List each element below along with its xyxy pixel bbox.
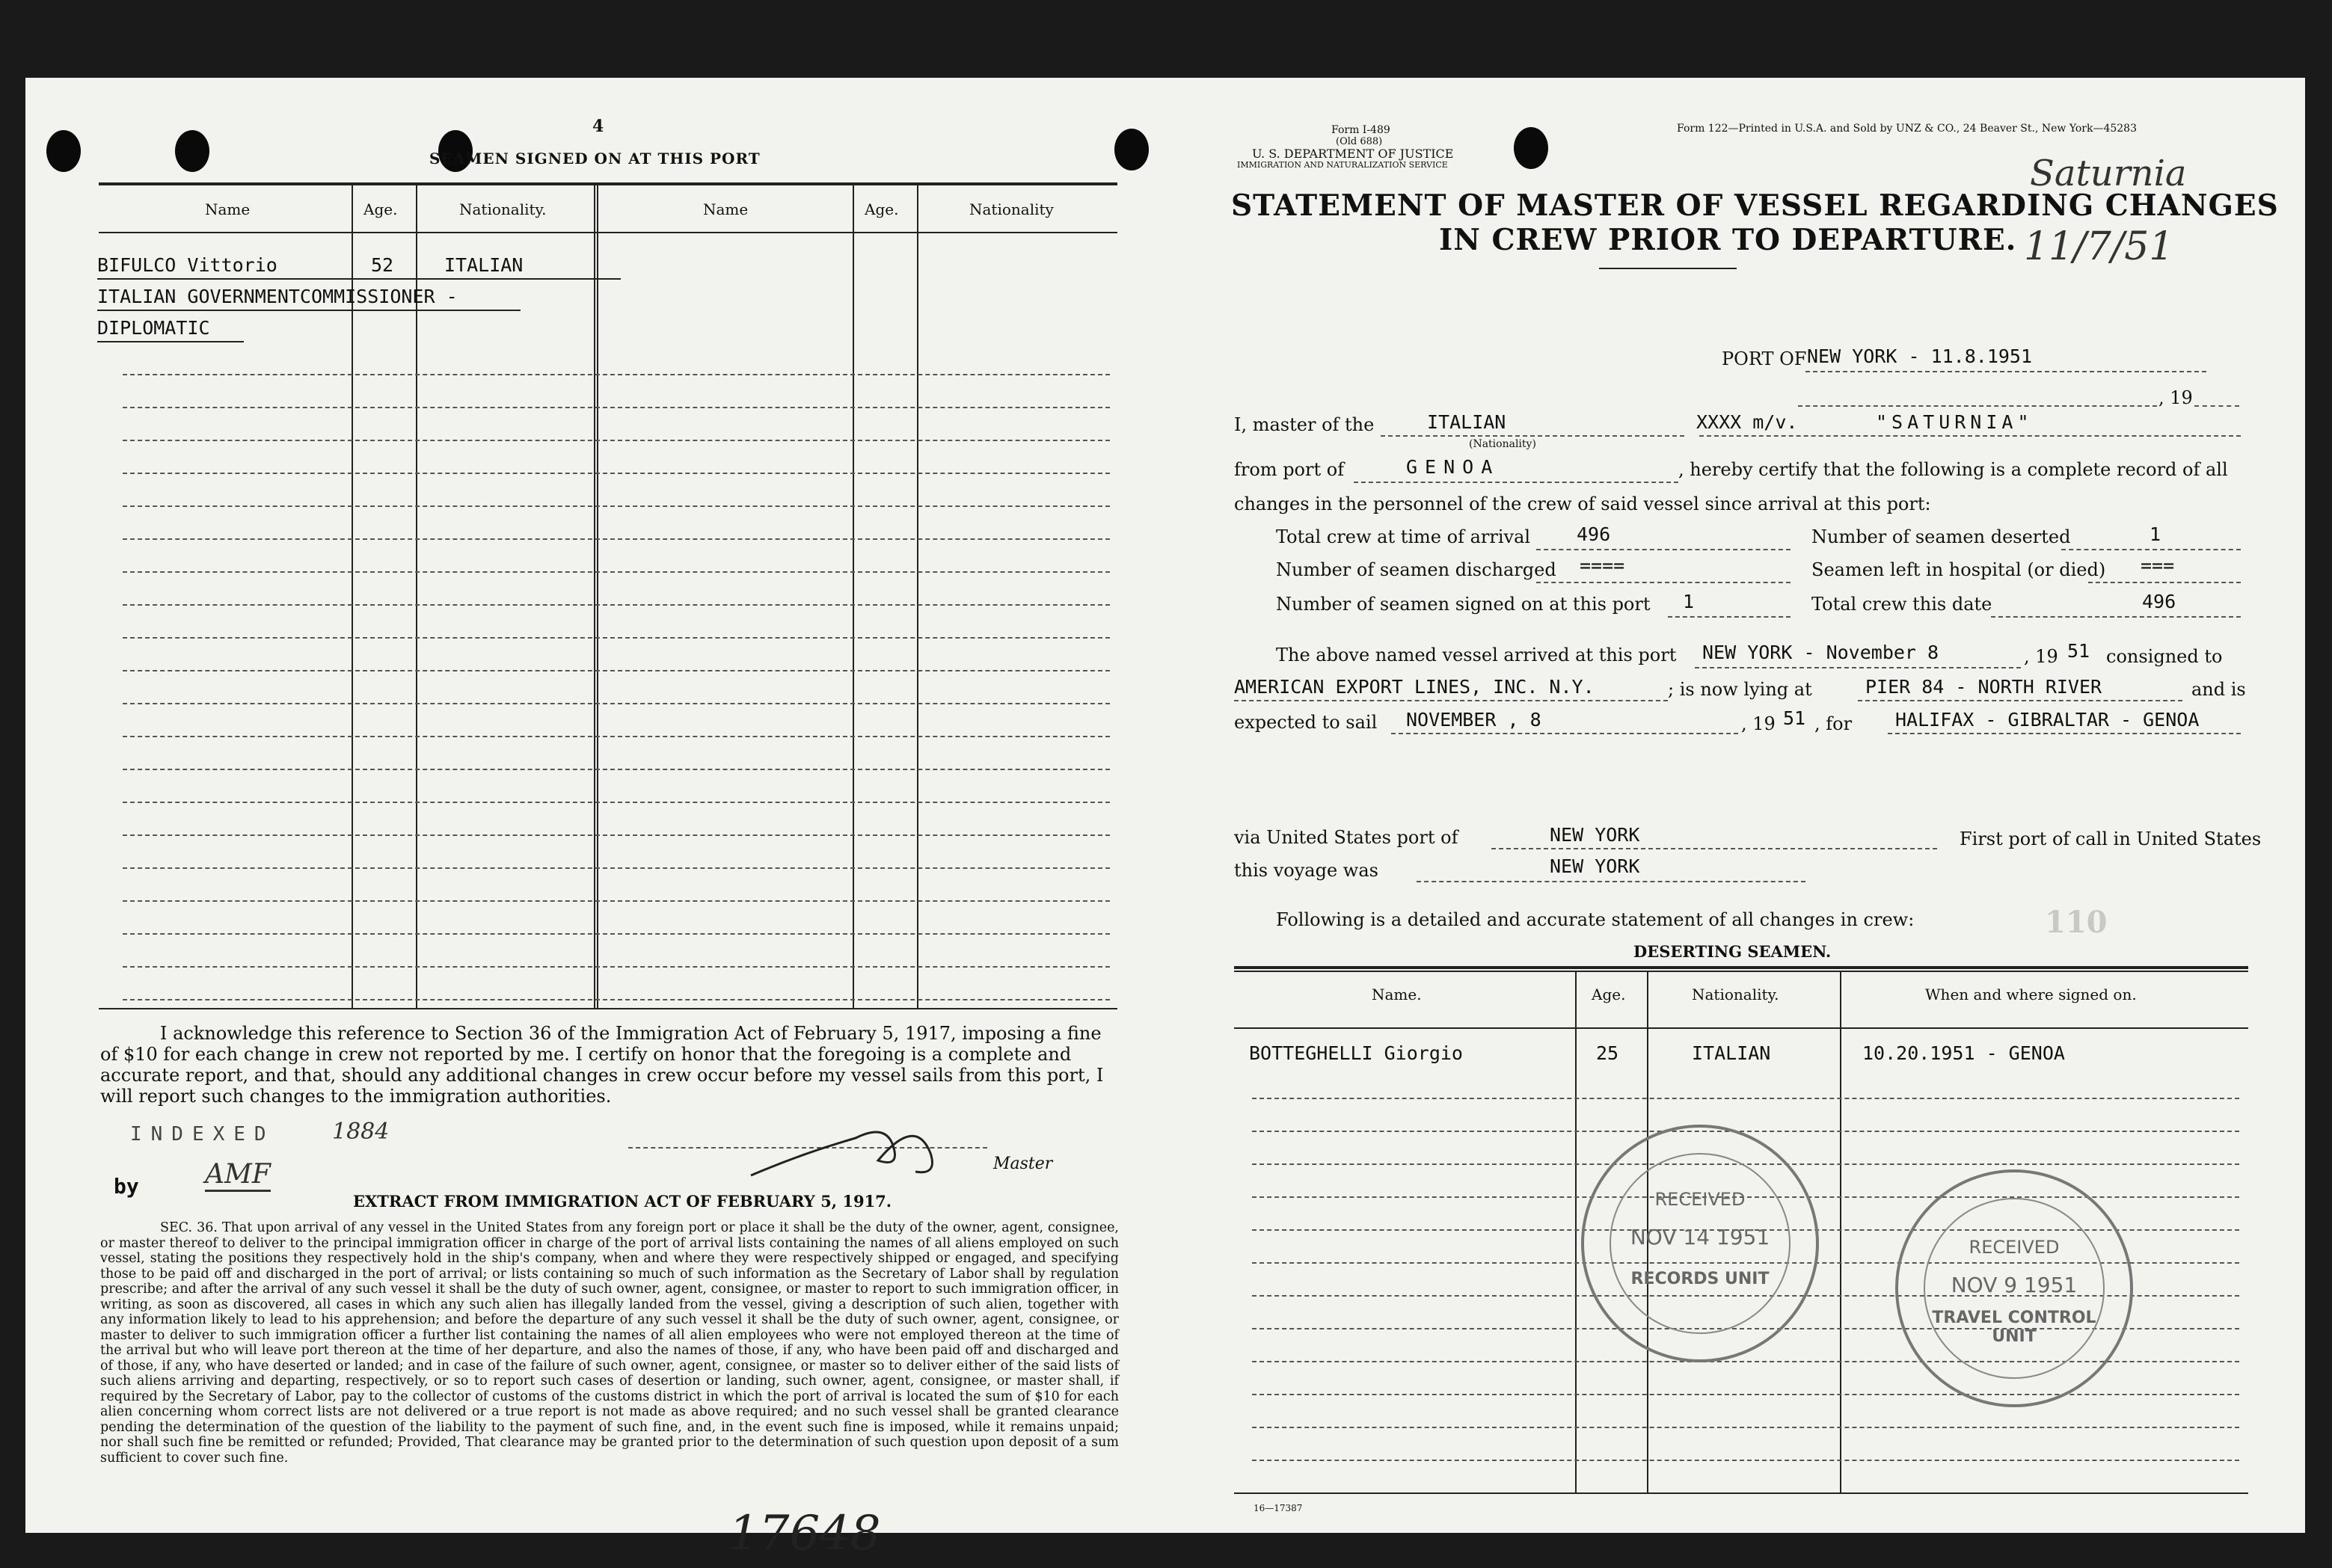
column-header: Name — [205, 200, 251, 218]
year-suffix: , 19 — [2158, 387, 2193, 408]
table-row-name: ITALIAN GOVERNMENTCOMMISSIONER - — [97, 286, 458, 307]
certify-text: , hereby certify that the following is a complete record of all — [1678, 459, 2228, 480]
and-is: and is — [2191, 679, 2246, 700]
table-row-nationality: ITALIAN — [444, 254, 524, 276]
via-value: NEW YORK — [1550, 824, 1640, 846]
voyage-value: NEW YORK — [1550, 855, 1640, 877]
voyage-label: this voyage was — [1234, 860, 1378, 881]
hospital-value: === — [2141, 555, 2175, 577]
table-row-name: BIFULCO Vittorio — [97, 254, 277, 276]
expected-value: NOVEMBER , 8 — [1406, 709, 1541, 731]
printer-line: Form 122—Printed in U.S.A. and Sold by UNZ & CO., 24 Beaver St., New York—45283 — [1677, 123, 2137, 135]
deserting-column-header: Nationality. — [1692, 986, 1779, 1003]
table-row-age: 52 — [371, 254, 394, 276]
form-old: (Old 688) — [1336, 136, 1383, 147]
extract-title: EXTRACT FROM IMMIGRATION ACT OF FEBRUARY 5, 1917. — [353, 1192, 892, 1211]
column-header: Age. — [865, 200, 899, 218]
handwritten-date: 11/7/51 — [2024, 224, 2174, 269]
indexed-label: INDEXED — [130, 1123, 275, 1146]
deserting-row-signed-on: 10.20.1951 - GENOA — [1862, 1042, 2065, 1064]
column-header: Nationality. — [459, 200, 547, 218]
by-value: AMF — [205, 1159, 271, 1192]
deserting-column-header: When and where signed on. — [1925, 986, 2137, 1003]
deserting-row-name: BOTTEGHELLI Giorgio — [1249, 1042, 1463, 1064]
column-header: Name — [703, 200, 749, 218]
deserting-column-header: Name. — [1372, 986, 1422, 1003]
nationality-caption: (Nationality) — [1469, 438, 1536, 450]
stamp-date: NOV 9 1951 — [1951, 1273, 2078, 1297]
indexed-value: 1884 — [332, 1119, 390, 1145]
master-signature — [743, 1108, 953, 1193]
lying-label: ; is now lying at — [1668, 679, 1812, 700]
port-of-value: NEW YORK - 11.8.1951 — [1807, 345, 2033, 367]
via-label: via United States port of — [1234, 827, 1458, 848]
nationality-value: ITALIAN — [1427, 411, 1506, 433]
by-label: by — [114, 1174, 139, 1199]
form-title-line2: IN CREW PRIOR TO DEPARTURE. — [1439, 223, 2017, 257]
form-number: Form I-489 — [1331, 124, 1390, 136]
punch-hole-icon — [175, 130, 209, 172]
document-sheet — [25, 78, 2305, 1561]
from-port-value: GENOA — [1406, 456, 1500, 478]
seamen-discharged-value: ==== — [1580, 555, 1625, 577]
first-port-label: First port of call in United States — [1960, 828, 2262, 849]
total-crew-date-value: 496 — [2142, 591, 2176, 612]
arrived-year-prefix: , 19 — [2024, 646, 2058, 667]
arrived-year: 51 — [2067, 640, 2090, 662]
expected-label: expected to sail — [1234, 712, 1378, 733]
for-label: , for — [1814, 713, 1853, 734]
received-stamp-travel-control — [1895, 1169, 2133, 1407]
deserting-row-age: 25 — [1596, 1042, 1619, 1064]
form-title-line1: STATEMENT OF MASTER OF VESSEL REGARDING CHANGES — [1231, 188, 2279, 223]
for-value: HALIFAX - GIBRALTAR - GENOA — [1895, 709, 2200, 731]
master-of-label: I, master of the — [1234, 414, 1375, 435]
section-title: SEAMEN SIGNED ON AT THIS PORT — [429, 150, 761, 167]
seamen-discharged-label: Number of seamen discharged — [1276, 559, 1556, 580]
stamp-top: RECEIVED — [1654, 1189, 1746, 1210]
signed-on-value: 1 — [1683, 591, 1695, 612]
column-header: Nationality — [969, 200, 1054, 218]
signature-icon — [743, 1108, 953, 1183]
seamen-deserted-label: Number of seamen deserted — [1811, 526, 2071, 547]
section-36-text: SEC. 36. That upon arrival of any vessel in the United States from any foreign port or place it shall be the duty of the owner, agent, consignee, or master thereof to deliver to the principal immigration officer in charge of the port of arrival lists containing the names of all aliens employed on such vessel, stating the positions they respectively hold in the ship's company, when and where they were respectively shipped or engaged, and specifying those to be paid off and discharged in the port of arrival; or lists containing so much of such information as the Secretary of Labor shall by regulation prescribe; and after the arrival of any such vessel it shall be the duty of such owner, agent, consignee, or master to report to such immigration officer, in writing, as soon as discovered, all cases in which any such alien has illegally landed from the vessel, giving a description of such alien, together with any information likely to lead to his apprehension; and before the departure of any such vessel it shall be the duty of such owner, agent, consignee, or master to deliver to such immigration officer a further list containing the names of all alien employees who were not employed thereon at the time of the arrival but who will leave port thereon at the time of her departure, and also the names of those, if any, who have been paid off and discharged and of those, if any, who have deserted or landed; and in case of the failure of such owner, agent, consignee, or master so to deliver either of the said lists of such aliens arriving and departing, respectively, or so to report such cases of desertion or landing, such owner, agent, consignee, or master shall, if required by the Secretary of Labor, pay to the collector of customs of the customs district in which the port of arrival is located the sum of $10 for each alien concerning whom correct lists are not delivered or a true report is not made as above required; and no such vessel shall be granted clearance pending the determination of the question of the liability to the payment of such fine, and, in the event such fine is imposed, while it remains unpaid; nor shall such fine be remitted or refunded; Provided, That clearance may be granted prior to the determination of such question upon deposit of a sum sufficient to cover such fine. — [100, 1220, 1119, 1466]
stamp-top: RECEIVED — [1969, 1237, 2060, 1258]
page-number: 4 — [592, 117, 604, 136]
column-header: Age. — [363, 200, 398, 218]
deserting-title: DESERTING SEAMEN. — [1633, 942, 1832, 961]
arrived-label: The above named vessel arrived at this port — [1276, 645, 1677, 665]
lying-value: PIER 84 - NORTH RIVER — [1865, 676, 2102, 698]
punch-hole-icon — [1514, 127, 1548, 169]
total-crew-arrival-value: 496 — [1577, 523, 1611, 545]
port-of-label: PORT OF — [1722, 348, 1807, 369]
consigned-label: consigned to — [2106, 646, 2223, 667]
stamp-bottom: TRAVEL CONTROL UNIT — [1932, 1309, 2096, 1346]
acknowledgment-text: I acknowledge this reference to Section 36 of the Immigration Act of February 5, 1917, imposing a fine of $10 for each change in crew not reported by me. I certify on honor that the foregoing is a complete and accurate report, and that, should any additional changes in crew occur before my vessel sails from this port, I will report such changes to the immigration authorities. — [100, 1023, 1104, 1107]
signed-on-label: Number of seamen signed on at this port — [1276, 594, 1651, 615]
consignee: AMERICAN EXPORT LINES, INC. N.Y. — [1234, 676, 1595, 698]
vessel-type: XXXX m/v. — [1696, 411, 1798, 433]
from-port-label: from port of — [1234, 459, 1345, 480]
master-label: Master — [993, 1155, 1053, 1173]
expected-year: 51 — [1783, 707, 1806, 729]
stamp-date: NOV 14 1951 — [1630, 1225, 1770, 1249]
hospital-label: Seamen left in hospital (or died) — [1811, 559, 2106, 580]
changes-text: changes in the personnel of the crew of said vessel since arrival at this port: — [1234, 494, 1931, 514]
handwritten-number: 17648 — [728, 1506, 881, 1561]
deserting-column-header: Age. — [1592, 986, 1626, 1003]
stamp-bottom: RECORDS UNIT — [1630, 1270, 1770, 1288]
following-text: Following is a detailed and accurate statement of all changes in crew: — [1276, 909, 1915, 930]
service: IMMIGRATION AND NATURALIZATION SERVICE — [1237, 160, 1448, 170]
table-row-name: DIPLOMATIC — [97, 317, 210, 339]
faint-number: 110 — [2045, 905, 2108, 940]
punch-hole-icon — [1114, 129, 1149, 170]
vessel-name: "SATURNIA" — [1876, 411, 2034, 433]
deserting-row-nationality: ITALIAN — [1692, 1042, 1771, 1064]
total-crew-date-label: Total crew this date — [1811, 594, 1992, 615]
footer-code: 16—17387 — [1254, 1503, 1303, 1513]
total-crew-arrival-label: Total crew at time of arrival — [1276, 526, 1531, 547]
seamen-deserted-value: 1 — [2150, 523, 2161, 545]
received-stamp-records — [1581, 1125, 1819, 1362]
arrived-value: NEW YORK - November 8 — [1702, 642, 1939, 663]
expected-year-prefix: , 19 — [1741, 713, 1776, 734]
punch-hole-icon — [46, 130, 81, 172]
department: U. S. DEPARTMENT OF JUSTICE — [1252, 147, 1454, 161]
handwritten-vessel: Saturnia — [2030, 153, 2187, 194]
